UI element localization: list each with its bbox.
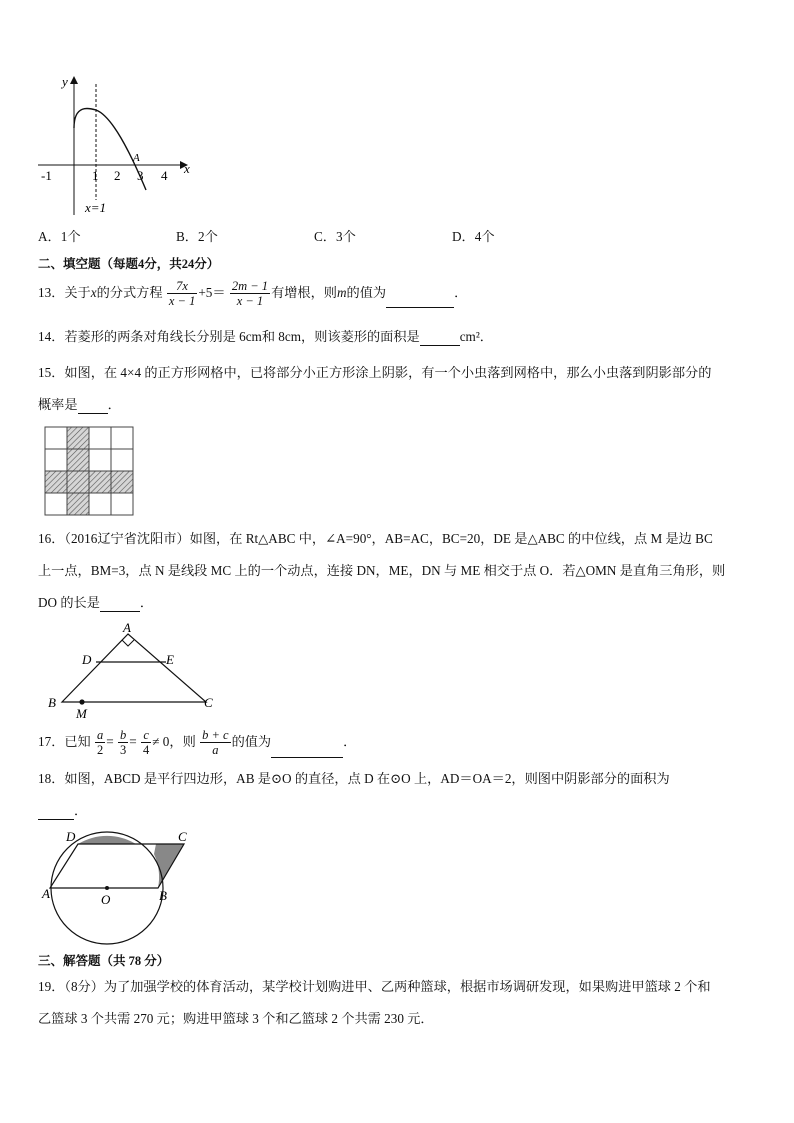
answer-blank[interactable] bbox=[271, 743, 343, 758]
y-axis-label: y bbox=[62, 74, 68, 89]
symmetry-axis-label: x=1 bbox=[85, 200, 107, 215]
vertex-label: C bbox=[204, 695, 213, 710]
question-17: 17．已知 $\frac{a}{2}$ = $\frac{b}{3}$ = $\frac{c}{4}$ ≠ 0，则 $\frac{b + c}{a}$ 的值为 ． bbox=[38, 728, 357, 758]
option-a: A．1个 bbox=[38, 229, 81, 244]
circle-parallelogram-figure bbox=[40, 826, 200, 950]
parabola-graph bbox=[34, 72, 204, 222]
x-axis-label: x bbox=[184, 161, 190, 176]
tick-label: 2 bbox=[114, 168, 121, 183]
question-16-line-3: DO 的长是 ． bbox=[38, 595, 154, 610]
vertex-label: B bbox=[159, 888, 167, 903]
section-2-title: 二、填空题（每题4分，共24分） bbox=[38, 257, 220, 271]
vertex-label: C bbox=[178, 829, 187, 844]
vertex-label: E bbox=[166, 652, 174, 667]
question-16-line-1: 16．（2016辽宁省沈阳市）如图，在 Rt△ABC 中，∠A=90°，AB=AC，BC=20，DE 是△ABC 的中位线，点 M 是边 BC bbox=[38, 531, 713, 546]
y-axis-arrow bbox=[70, 76, 78, 84]
answer-blank[interactable] bbox=[420, 331, 460, 346]
answer-blank[interactable] bbox=[386, 293, 454, 308]
question-16-line-2: 上一点，BM=3，点 N 是线段 MC 上的一个动点，连接 DN，ME，DN 与 ME 相交于点 O．若△OMN 是直角三角形，则 bbox=[38, 563, 726, 578]
question-18-line-2: ． bbox=[38, 802, 87, 820]
question-19-line-2: 乙篮球 3 个共需 270 元；购进甲篮球 3 个和乙篮球 2 个共需 230 元． bbox=[38, 1011, 434, 1026]
answer-blank[interactable] bbox=[100, 597, 140, 612]
point-label: M bbox=[76, 706, 87, 721]
question-19-line-1: 19．（8分）为了加强学校的体育活动，某学校计划购进甲、乙两种篮球，根据市场调研发现，如果购进甲篮球 2 个和 bbox=[38, 979, 711, 994]
tick-label: 3 bbox=[137, 168, 144, 183]
section-3-title: 三、解答题（共 78 分） bbox=[38, 954, 170, 968]
tick-label: 1 bbox=[92, 168, 99, 183]
grid-figure bbox=[44, 426, 136, 518]
option-c: C．3个 bbox=[314, 229, 356, 244]
point-a-label: A bbox=[133, 152, 140, 164]
vertex-label: D bbox=[66, 829, 76, 844]
option-d: D．4个 bbox=[452, 229, 495, 244]
option-b: B．2个 bbox=[176, 229, 218, 244]
vertex-label: A bbox=[42, 886, 50, 901]
parabola-curve bbox=[74, 108, 146, 190]
center-label: O bbox=[101, 892, 111, 907]
fraction: $\frac{2m - 1}{x - 1}$ bbox=[231, 279, 269, 309]
question-13: 13．关于x的分式方程 $\frac{7x}{x - 1}$ +5＝ $\frac{2m - 1}{x - 1}$ 有增根，则m的值为 ． bbox=[38, 279, 468, 309]
fraction: $\frac{c}{4}$ bbox=[143, 728, 150, 758]
vertex-label: D bbox=[82, 652, 92, 667]
question-18-line-1: 18．如图，ABCD 是平行四边形，AB 是⊙O 的直径，点 D 在⊙O 上，AD＝OA＝2，则图中阴影部分的面积为 bbox=[38, 771, 670, 786]
question-15-line-2: 概率是 ． bbox=[38, 397, 121, 412]
tick-label: -1 bbox=[41, 168, 52, 183]
answer-blank[interactable] bbox=[78, 399, 108, 414]
fraction: $\frac{b + c}{a}$ bbox=[202, 728, 229, 758]
triangle-figure bbox=[42, 618, 222, 722]
point-m bbox=[79, 699, 84, 704]
vertex-label: A bbox=[123, 620, 131, 635]
vertex-label: B bbox=[48, 695, 56, 710]
fraction: $\frac{7x}{x - 1}$ bbox=[168, 279, 196, 309]
question-15-line-1: 15．如图，在 4×4 的正方形网格中，已将部分小正方形涂上阴影，有一个小虫落到网格中，那么小虫落到阴影部分的 bbox=[38, 365, 712, 380]
fraction: $\frac{a}{2}$ bbox=[97, 728, 104, 758]
fraction: $\frac{b}{3}$ bbox=[120, 728, 127, 758]
question-14: 14．若菱形的两条对角线长分别是 6cm和 8cm，则该菱形的面积是 cm²． bbox=[38, 329, 493, 344]
answer-blank[interactable] bbox=[38, 805, 74, 820]
tick-label: 4 bbox=[161, 168, 168, 183]
